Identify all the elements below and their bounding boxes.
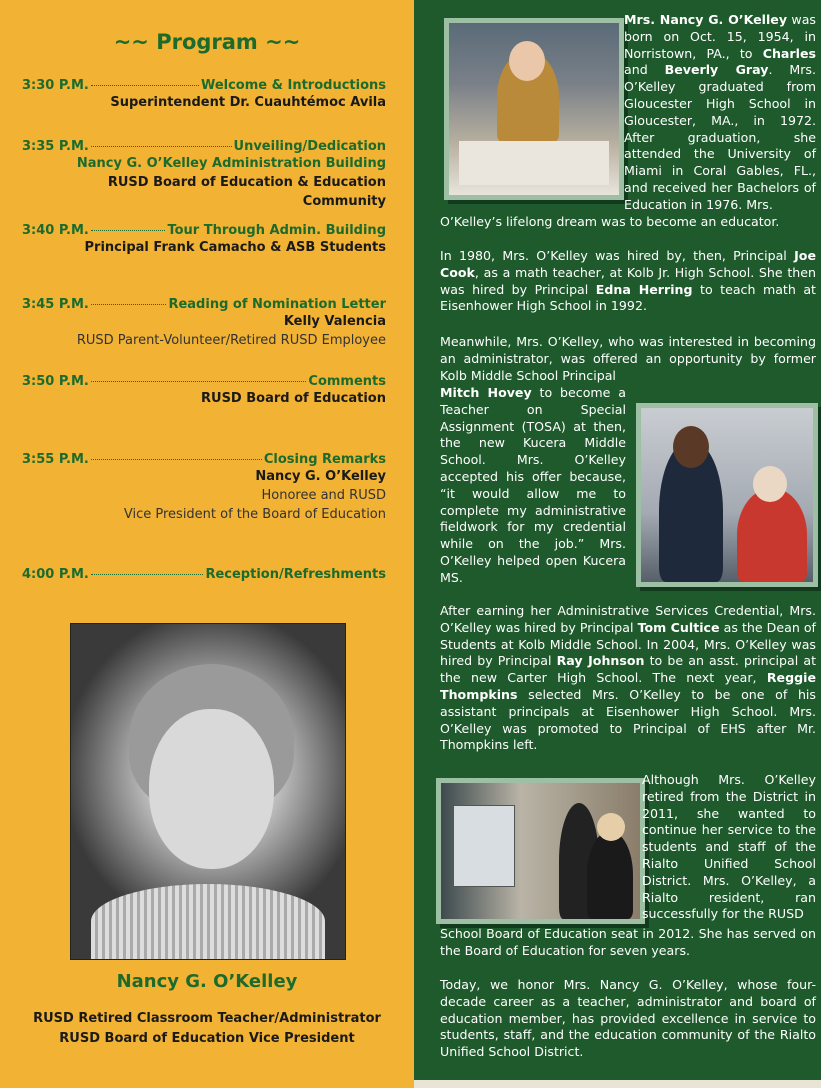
program-event: Closing Remarks xyxy=(263,452,386,467)
program-item xyxy=(22,139,386,211)
program-detail: Superintendent Dr. Cuauhtémoc Avila xyxy=(110,95,386,110)
program-detail: Nancy G. O’Kelley xyxy=(255,469,386,484)
program-item xyxy=(22,297,386,350)
bio-paragraph-1 xyxy=(624,12,816,214)
portrait-shirt xyxy=(91,884,325,959)
program-event: Reception/Refreshments xyxy=(205,567,386,582)
program-title: ~~ Program ~~ xyxy=(113,30,301,54)
program-detail: Honoree and RUSD xyxy=(261,488,386,503)
program-item xyxy=(22,223,386,257)
program-event: Reading of Nomination Letter xyxy=(168,297,386,312)
bio-paragraph-4: After earning her Administrative Services Credential, Mrs. O’Kelley was hired by Principal Tom Cultice as the Dean of Students at Kolb Middle School. In 2004, Mrs. O’Kelley was hired by Principal Ray Johnson to be an asst. principal at the new Carter High School. The next year, Reggie Thompkins selected Mrs. O’Kelley to be one of his assistant principals at Eisenhower High School. Mrs. O’Kelley was promoted to Principal of EHS after Mr. Thompkins left. xyxy=(440,603,817,753)
bio-paragraph-2: In 1980, Mrs. O’Kelley was hired by, then, Principal Joe Cook, as a math teacher, at Kolb Jr. High School. She then was hired by Principal Edna Herring to teach math at Eisenhower High School in 1992. xyxy=(440,248,816,314)
program-item xyxy=(22,567,386,582)
dedication-photo xyxy=(636,403,818,587)
bio-paragraph-3: Meanwhile, Mrs. O’Kelley, who was interested in becoming an administrator, was offered an opportunity by former Kolb Middle School Principal xyxy=(440,334,816,383)
program-event: Welcome & Introductions xyxy=(200,78,386,93)
program-detail: RUSD Board of Education & Education Community xyxy=(107,175,386,209)
honoree-caption-line: RUSD Retired Classroom Teacher/Administrator xyxy=(33,1011,381,1026)
building-photo xyxy=(436,778,645,924)
program-detail: RUSD Board of Education xyxy=(201,391,386,406)
program-event: Comments xyxy=(308,374,386,389)
program-item xyxy=(22,452,386,524)
bio-paragraph-5-cont: School Board of Education seat in 2012. She has served on the Board of Education for seven years. xyxy=(440,926,816,958)
program-detail: Kelly Valencia xyxy=(283,314,386,329)
program-item xyxy=(22,374,386,408)
program-detail: Nancy G. O’Kelley Administration Building xyxy=(76,156,386,171)
office-photo xyxy=(444,18,624,200)
bio-paragraph-1-tail: O’Kelley’s lifelong dream was to become an educator. xyxy=(440,214,780,229)
program-event: Tour Through Admin. Building xyxy=(167,223,386,238)
program-time: 3:35 P.M. xyxy=(22,139,89,154)
program-time: 3:50 P.M. xyxy=(22,374,89,389)
honoree-caption-line: RUSD Board of Education Vice President xyxy=(59,1031,355,1046)
program-detail: Principal Frank Camacho & ASB Students xyxy=(84,240,386,255)
program-time: 3:45 P.M. xyxy=(22,297,89,312)
bio-seg: Mrs. Nancy G. O’Kelley was born on Oct. 15, 1954, in Norristown, PA., to Charles and Beverly Gray. Mrs. O’Kelley graduated from Gloucester High School in Gloucester, MA., in 1972. After graduation, she attended the University of Miami in Coral Gables, FL., and received her Bachelors of Education in 1976. Mrs. xyxy=(624,12,816,212)
program-item xyxy=(22,78,386,112)
program-time: 3:40 P.M. xyxy=(22,223,89,238)
honoree-caption xyxy=(0,1009,414,1049)
program-time: 4:00 P.M. xyxy=(22,567,89,582)
honoree-portrait xyxy=(70,623,346,960)
program-detail: Vice President of the Board of Education xyxy=(123,507,386,522)
program-time: 3:55 P.M. xyxy=(22,452,89,467)
portrait-face xyxy=(149,709,274,869)
program-time: 3:30 P.M. xyxy=(22,78,89,93)
bio-paragraph-6: Today, we honor Mrs. Nancy G. O’Kelley, whose four-decade career as a teacher, administrator and board of education member, has provided excellence in service to students, staff, and the education community of the Rialto Unified School District. xyxy=(440,977,816,1060)
program-event: Unveiling/Dedication xyxy=(233,139,386,154)
bio-paragraph-3-cont: Mitch Hovey to become a Teacher on Special Assignment (TOSA) at then, the new Kucera Middle School. Mrs. O’Kelley accepted his offer because, “it would allow me to complete my administrative fieldwork for my credential while on the job.” Mrs. O’Kelley helped open Kucera MS. xyxy=(440,385,626,585)
honoree-name: Nancy G. O’Kelley xyxy=(116,971,298,992)
program-detail: RUSD Parent-Volunteer/Retired RUSD Employee xyxy=(76,333,386,348)
bio-paragraph-5: Although Mrs. O’Kelley retired from the District in 2011, she wanted to continue her service to the students and staff of the Rialto Unified School District. Mrs. O’Kelley, a Rialto resident, ran successfully for the RUSD xyxy=(642,772,816,922)
